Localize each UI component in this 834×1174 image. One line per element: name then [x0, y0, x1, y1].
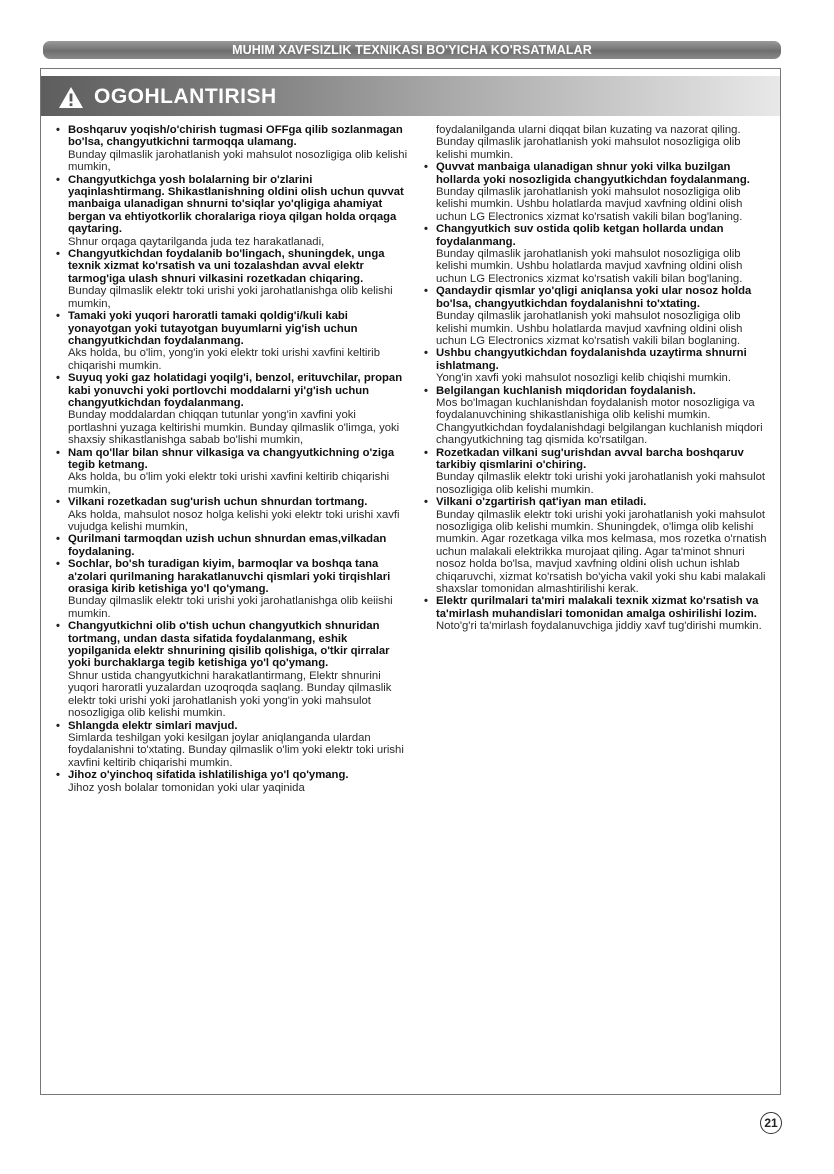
continued-text: foydalanilganda ularni diqqat bilan kuzating va nazorat qiling. Bunday qilmaslik jarohatlanish yoki mahsulot nosozligiga olib kelishi mumkin.: [436, 124, 741, 161]
item-text: Bunday qilmaslik elektr toki urishi yoki jarohatlanish yoki mahsulot nosozligiga olib kelishi mumkin.: [436, 471, 766, 496]
item-text: Bunday qilmaslik jarohatlanish yoki mahsulot nosozligiga olib kelishi mumkin. Ushbu holatlarda mavjud xavfning oldini olish uchun LG Electronics xizmat ko'rsatish vakili bilan boglaning.: [436, 310, 743, 347]
list-item: • Belgilangan kuchlanish miqdoridan foydalanish. Mos bo'lmagan kuchlanishdan foydalanish motor nosozligiga va foydalanuvchining shikastlanishiga olib kelishi mumkin. Changyutkichdan foydalanishdagi belgilangan kuchlanish miqdori changyutkichning tag qismida ko'rsatilgan.: [424, 385, 768, 447]
list-item: • Quvvat manbaiga ulanadigan shnur yoki vilka buzilgan hollarda yoki nosozligida changyutkichdan foydalanmang. Bunday qilmaslik jarohatlanish yoki mahsulot nosozligiga olib kelishi mumkin. Ushbu holatlarda mavjud xavfning oldini olish uchun LG Electronics xizmat ko'rsatish vakili bilan bog'laning.: [424, 161, 768, 223]
section-header-title: MUHIM XAVFSIZLIK TEXNIKASI BO'YICHA KO'RSATMALAR: [232, 43, 592, 57]
item-text: Simlarda teshilgan yoki kesilgan joylar aniqlanganda ulardan foydalanishni to'xtating. Bunday qilmaslik o'lim yoki elektr toki urishi xavfini keltirib chiqarishi mumkin.: [68, 731, 404, 769]
item-text: Mos bo'lmagan kuchlanishdan foydalanish motor nosozligiga va foydalanuvchining shikastlanishiga olib kelishi mumkin. Changyutkichdan foydalanishdagi belgilangan kuchlanish miqdori changyutkichning tag qismida ko'rsatilgan.: [436, 396, 763, 447]
list-item: • Shlangda elektr simlari mavjud. Simlarda teshilgan yoki kesilgan joylar aniqlanganda ulardan foydalanishni to'xtating. Bunday qilmaslik o'lim yoki elektr toki urishi xavfini keltirib chiqarishi mumkin.: [56, 720, 408, 770]
item-text: Shnur ustida changyutkichni harakatlantirmang, Elektr shnurini yuqori haroratli yuzalardan uzoqroqda saqlang. Bunday qilmaslik elektr toki urishi yoki jarohatlanish yoki yong'in yoki mahsulot nosozligiga olib kelishi mumkin.: [68, 669, 392, 720]
list-item: • Changyutkichga yosh bolalarning bir o'zlarini yaqinlashtirmang. Shikastlanishning oldini olish uchun quvvat manbaiga ulanadigan shnurni to'siqlar yo'qligiga ahamiyat bergan va ehtiyotkorlik choralariga rioya qilgan holda orqaga qaytaring. Shnur orqaga qaytarilganda juda tez harakatlanadi,: [56, 174, 408, 248]
item-heading: Changyutkichni olib o'tish uchun changyutkich shnuridan tortmang, undan dasta sifatida foydalanmang, eshik yopilganida elektr shnurining qisilib qolishiga, o'tkir qirralar yoki burchaklarga tegib ketishiga yo'l qo'ymang.: [68, 620, 390, 670]
warning-heading: [58, 82, 277, 112]
item-heading: Tamaki yoki yuqori haroratli tamaki qoldig'i/kuli kabi yonayotgan yoki tutayotgan buyumlarni yig'ish uchun changyutkichdan foydalanmang.: [68, 310, 358, 347]
item-text: Aks holda, bu o'lim, yong'in yoki elektr toki urishi xavfini keltirib chiqarishi mumkin.: [68, 347, 380, 372]
item-heading: Boshqaruv yoqish/o'chirish tugmasi OFFga qilib sozlanmagan bo'lsa, changyutkichni tarmoqqa ulamang.: [68, 124, 403, 149]
list-item: • Changyutkich suv ostida qolib ketgan hollarda undan foydalanmang. Bunday qilmaslik jarohatlanish yoki mahsulot nosozligiga olib kelishi mumkin. Ushbu holatlarda mavjud xavfning oldini olish uchun LG Electronics xizmat ko'rsatish vakili bilan bog'laning.: [424, 223, 768, 285]
item-text: Aks holda, bu o'lim yoki elektr toki urishi xavfini keltirib chiqarishi mumkin,: [68, 471, 390, 496]
left-column: [56, 124, 408, 794]
list-item: • Changyutkichni olib o'tish uchun changyutkich shnuridan tortmang, undan dasta sifatida foydalanmang, eshik yopilganida elektr shnurining qisilib qolishiga, o'tkir qirralar yoki burchaklarga tegib ketishiga yo'l qo'ymang. Shnur ustida changyutkichni harakatlantirmang, Elektr shnurini yuqori haroratli yuzalardan uzoqroqda saqlang. Bunday qilmaslik elektr toki urishi yoki jarohatlanish yoki yong'in yoki mahsulot nosozligiga olib kelishi mumkin.: [56, 620, 408, 719]
item-heading: Vilkani rozetkadan sug'urish uchun shnurdan tortmang.: [68, 496, 368, 509]
list-item: • Vilkani o'zgartirish qat'iyan man etiladi. Bunday qilmaslik elektr toki urishi yoki jarohatlanish yoki mahsulot nosozligiga olib kelishi mumkin. Shuningdek, o'limga olib kelishi mumkin. Agar rozetkaga vilka mos kelmasa, mos rozetka o'rnatish uchun malakali elektrikka murojaat qiling. Agar ta'minot shnuri nosoz holda bo'lsa, mavjud xavfning oldini olish uchun ishlab chiqaruvchi, xizmat ko'rsatish bo'yicha vakil yoki shu kabi malakali shaxslar tomonidan almashtirilishi kerak.: [424, 496, 767, 596]
item-heading: Changyutkich suv ostida qolib ketgan hollarda undan foydalanmang.: [436, 223, 724, 248]
item-text: Jihoz yosh bolalar tomonidan yoki ular yaqinida: [68, 781, 305, 794]
list-item: • Suyuq yoki gaz holatidagi yoqilg'i, benzol, erituvchilar, propan kabi yonuvchi yoki portlovchi moddalarni yi'g'ish uchun changyutkichdan foydalanmang. Bunday moddalardan chiqqan tutunlar yong'in xavfini yoki portlashni yuzaga keltirishi mumkin. Bunday qilmaslik o'limga, yoki shaxsiy shikastlanishga sabab bo'lishi mumkin,: [56, 372, 408, 446]
page-number: 21: [760, 1112, 782, 1134]
section-header-bar: [43, 41, 781, 59]
list-item: • Nam qo'llar bilan shnur vilkasiga va changyutkichning o'ziga tegib ketmang. Aks holda, bu o'lim yoki elektr toki urishi xavfini keltirib chiqarishi mumkin,: [56, 447, 408, 497]
item-text: Bunday qilmaslik elektr toki urishi yoki jarohatlanishga olib kelishi mumkin,: [68, 285, 393, 310]
item-text: Bunday qilmaslik elektr toki urishi yoki jarohatlanishga olib keiishi mumkin.: [68, 595, 393, 620]
warning-icon: [58, 86, 84, 109]
warning-title: OGOHLANTIRISH: [94, 85, 277, 108]
list-item: • Ushbu changyutkichdan foydalanishda uzaytirma shnurni ishlatmang. Yong'in xavfi yoki mahsulot nosozligi kelib chiqishi mumkin.: [424, 347, 768, 384]
list-item-continuation: [424, 124, 768, 161]
item-heading: Qurilmani tarmoqdan uzish uchun shnurdan emas,vilkadan foydalaning.: [68, 533, 387, 558]
item-text: Yong'in xavfi yoki mahsulot nosozligi kelib chiqishi mumkin.: [436, 372, 731, 385]
item-heading: Ushbu changyutkichdan foydalanishda uzaytirma shnurni ishlatmang.: [436, 347, 747, 372]
list-item: • Changyutkichdan foydalanib bo'lingach, shuningdek, unga texnik xizmat ko'rsatish va uni tozalashdan avval elektr tarmog'iga ulash shnuri vilkasini rozetkadan chiqaring. Bunday qilmaslik elektr toki urishi yoki jarohatlanishga olib kelishi mumkin,: [56, 248, 408, 310]
list-item: • Qandaydir qismlar yo'qligi aniqlansa yoki ular nosoz holda bo'lsa, changyutkichdan foydalanishni to'xtating. Bunday qilmaslik jarohatlanish yoki mahsulot nosozligiga olib kelishi mumkin. Ushbu holatlarda mavjud xavfning oldini olish uchun LG Electronics xizmat ko'rsatish vakili bilan boglaning.: [424, 285, 768, 347]
item-heading: Quvvat manbaiga ulanadigan shnur yoki vilka buzilgan hollarda yoki nosozligida changyutkichdan foydalanmang.: [436, 161, 750, 186]
list-item: • Elektr qurilmalari ta'miri malakali texnik xizmat ko'rsatish va ta'mirlash muhandislari tomonidan amalga oshirilishi lozim. Noto'g'ri ta'mirlash foydalanuvchiga jiddiy xavf tug'dirishi mumkin.: [424, 595, 768, 632]
item-heading: Sochlar, bo'sh turadigan kiyim, barmoqlar va boshqa tana a'zolari qurilmaning harakatlanuvchi qismlari yoki tirqishlari orasiga kirib ketishiga yo'l qo'ymang.: [68, 558, 391, 596]
list-item: • Jihoz o'yinchoq sifatida ishlatilishiga yo'l qo'ymang. Jihoz yosh bolalar tomonidan yoki ular yaqinida: [56, 769, 408, 794]
item-heading: Rozetkadan vilkani sug'urishdan avval barcha boshqaruv tarkibiy qismlarini o'chiring.: [436, 446, 744, 471]
item-text: Bunday qilmaslik jarohatlanish yoki mahsulot nosozligiga olib kelishi mumkin. Ushbu holatlarda mavjud xavfning oldini olish uchun LG Electronics xizmat ko'rsatish vakili bilan bog'laning.: [436, 248, 743, 285]
item-heading: Shlangda elektr simlari mavjud.: [68, 719, 238, 732]
item-text: Bunday qilmaslik jarohatlanish yoki mahsulot nosozligiga olib kelishi mumkin. Ushbu holatlarda mavjud xavfning oldini olish uchun LG Electronics xizmat ko'rsatish vakili bilan bog'laning.: [436, 186, 743, 223]
item-text: Bunday qilmaslik elektr toki urishi yoki jarohatlanish yoki mahsulot nosozligiga olib kelishi mumkin. Shuningdek, o'limga olib kelishi mumkin. Agar rozetkaga vilka mos kelmasa, mos rozetka o'rnatish uchun malakali elektrikka murojaat qiling. Agar ta'minot shnuri nosoz holda bo'lsa, mavjud xavfning oldini olish uchun ishlab chiqaruvchi, xizmat ko'rsatish bo'yicha vakil yoki shu kabi malakali shaxslar tomonidan almashtirilishi kerak.: [436, 508, 767, 596]
item-text: Shnur orqaga qaytarilganda juda tez harakatlanadi,: [68, 235, 325, 248]
list-item: • Sochlar, bo'sh turadigan kiyim, barmoqlar va boshqa tana a'zolari qurilmaning harakatlanuvchi qismlari yoki tirqishlari orasiga kirib ketishiga yo'l qo'ymang. Bunday qilmaslik elektr toki urishi yoki jarohatlanishga olib keiishi mumkin.: [56, 558, 408, 620]
item-text: Bunday qilmaslik jarohatlanish yoki mahsulot nosozligiga olib kelishi mumkin,: [68, 148, 408, 174]
right-column: [424, 124, 768, 633]
list-item: • Tamaki yoki yuqori haroratli tamaki qoldig'i/kuli kabi yonayotgan yoki tutayotgan buyumlarni yig'ish uchun changyutkichdan foydalanmang. Aks holda, bu o'lim, yong'in yoki elektr toki urishi xavfini keltirib chiqarishi mumkin.: [56, 310, 408, 372]
item-heading: Suyuq yoki gaz holatidagi yoqilg'i, benzol, erituvchilar, propan kabi yonuvchi yoki portlovchi moddalarni yi'g'ish uchun changyutkichdan foydalanmang.: [68, 372, 403, 409]
list-item: • Rozetkadan vilkani sug'urishdan avval barcha boshqaruv tarkibiy qismlarini o'chiring. Bunday qilmaslik elektr toki urishi yoki jarohatlanish yoki mahsulot nosozligiga olib kelishi mumkin.: [424, 447, 768, 497]
item-heading: Belgilangan kuchlanish miqdoridan foydalanish.: [436, 384, 696, 397]
item-text: Noto'g'ri ta'mirlash foydalanuvchiga jiddiy xavf tug'dirishi mumkin.: [436, 620, 762, 633]
item-text: Bunday moddalardan chiqqan tutunlar yong'in xavfini yoki portlashni yuzaga keltirishi mumkin. Bunday qilmaslik o'limga, yoki shaxsiy shikastlanishga sabab bo'lishi mumkin,: [68, 409, 400, 447]
list-item: • Qurilmani tarmoqdan uzish uchun shnurdan emas,vilkadan foydalaning.: [56, 533, 408, 558]
item-text: Aks holda, mahsulot nosoz holga kelishi yoki elektr toki urishi xavfi vujudga kelishi mumkin,: [68, 508, 400, 533]
item-heading: Changyutkichdan foydalanib bo'lingach, shuningdek, unga texnik xizmat ko'rsatish va uni tozalashdan avval elektr tarmog'iga ulash shnuri vilkasini rozetkadan chiqaring.: [68, 248, 385, 285]
item-heading: Changyutkichga yosh bolalarning bir o'zlarini yaqinlashtirmang. Shikastlanishning oldini olish uchun quvvat manbaiga ulanadigan shnurni to'siqlar yo'qligiga ahamiyat bergan va ehtiyotkorlik choralariga rioya qilgan holda orqaga qaytaring.: [68, 173, 404, 236]
list-item: • Vilkani rozetkadan sug'urish uchun shnurdan tortmang. Aks holda, mahsulot nosoz holga kelishi yoki elektr toki urishi xavfi vujudga kelishi mumkin,: [56, 496, 408, 533]
item-heading: Jihoz o'yinchoq sifatida ishlatilishiga yo'l qo'ymang.: [68, 769, 349, 782]
item-heading: Qandaydir qismlar yo'qligi aniqlansa yoki ular nosoz holda bo'lsa, changyutkichdan foydalanishni to'xtating.: [436, 285, 752, 310]
item-heading: Nam qo'llar bilan shnur vilkasiga va changyutkichning o'ziga tegib ketmang.: [68, 446, 395, 471]
item-heading: Elektr qurilmalari ta'miri malakali texnik xizmat ko'rsatish va ta'mirlash muhandislari tomonidan amalga oshirilishi lozim.: [436, 595, 759, 620]
item-heading: Vilkani o'zgartirish qat'iyan man etiladi.: [436, 496, 647, 509]
list-item: • Boshqaruv yoqish/o'chirish tugmasi OFFga qilib sozlanmagan bo'lsa, changyutkichni tarmoqqa ulamang. Bunday qilmaslik jarohatlanish yoki mahsulot nosozligiga olib kelishi mumkin,: [56, 124, 408, 174]
